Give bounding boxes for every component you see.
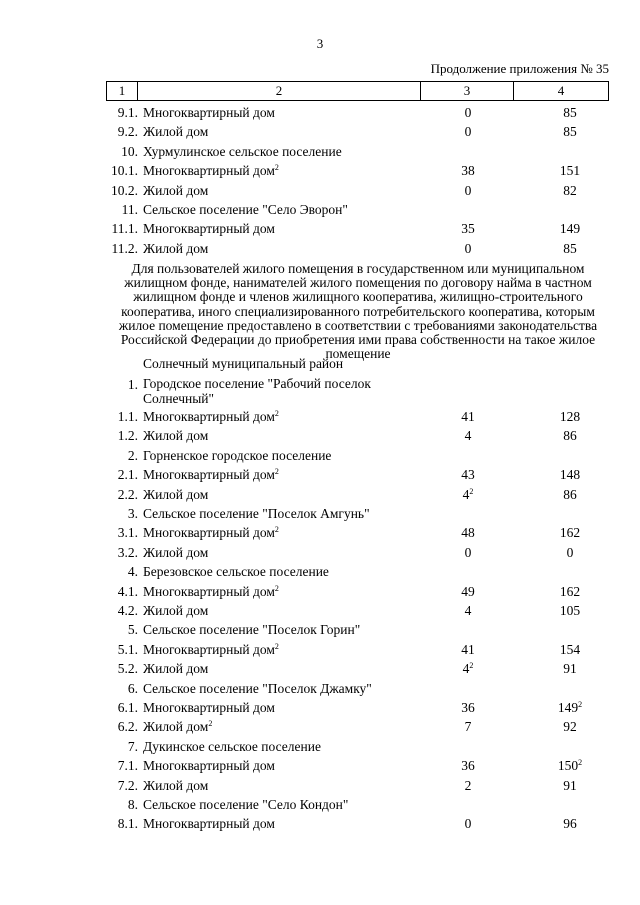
row-value-4-text: 82	[563, 182, 577, 198]
table-row	[0, 602, 640, 620]
row-number	[128, 796, 138, 814]
row-value-3-text: 0	[464, 816, 472, 832]
row-name	[143, 796, 348, 814]
row-number-text: 1.1.	[117, 409, 138, 424]
row-value-4-text: 86	[563, 486, 577, 502]
table-row	[0, 544, 640, 562]
footnote-marker: 2	[274, 409, 279, 418]
row-value-4	[510, 182, 630, 200]
table-row	[0, 486, 640, 504]
row-name-text: Многоквартирный дом	[143, 105, 275, 120]
table-row	[0, 815, 640, 833]
row-number	[118, 466, 138, 484]
row-value-4	[510, 123, 630, 141]
table-row	[0, 240, 640, 258]
row-name-text: Жилой дом	[143, 182, 209, 198]
page-number: 3	[316, 36, 324, 51]
footnote-marker: 2	[274, 163, 279, 173]
row-name	[143, 718, 212, 736]
row-value-4-text: 91	[563, 661, 577, 677]
row-number	[128, 505, 138, 523]
row-value-3-text: 0	[464, 105, 472, 120]
row-name	[143, 376, 433, 406]
row-value-4	[510, 660, 630, 678]
row-number-text: 7.2.	[117, 777, 138, 793]
row-value-4-text: 105	[559, 603, 581, 618]
row-name-text: Многоквартирный дом	[143, 409, 275, 424]
row-value-3-text: 0	[464, 124, 472, 140]
footnote-marker: 2	[208, 719, 213, 729]
table-row	[0, 660, 640, 678]
row-value-4-text: 0	[566, 544, 574, 560]
table-row	[0, 182, 640, 200]
footnote-marker: 2	[274, 525, 279, 535]
row-value-3-text: 41	[461, 641, 475, 657]
row-name-text: Жилой дом	[143, 240, 209, 256]
row-name	[143, 641, 279, 659]
row-number-text: 8.	[127, 797, 138, 812]
table-row	[0, 563, 640, 581]
table-row	[0, 621, 640, 639]
row-value-4-text: 85	[563, 105, 577, 120]
row-number-text: 5.1.	[117, 641, 138, 657]
row-value-4	[510, 757, 630, 775]
row-number-text: 7.	[127, 738, 138, 754]
row-number	[121, 143, 138, 161]
row-value-4	[510, 524, 630, 542]
row-value-3-text: 43	[461, 467, 475, 483]
footnote-marker: 2	[274, 467, 279, 477]
table-row	[0, 201, 640, 219]
row-number-text: 6.2.	[117, 719, 138, 735]
table-row	[0, 447, 640, 465]
row-name-text: Сельское поселение "Поселок Джамку"	[143, 680, 372, 696]
row-number-text: 3.1.	[117, 525, 138, 541]
row-name	[143, 182, 208, 200]
table-row	[0, 376, 640, 412]
row-name-text: Жилой дом	[143, 777, 209, 793]
row-name-text: Городское поселение "Рабочий поселок Солнечный"	[143, 376, 371, 406]
row-number	[128, 563, 138, 581]
table-row	[0, 524, 640, 542]
row-name	[143, 777, 208, 795]
row-number-text: 2.2.	[117, 486, 138, 502]
row-number	[118, 486, 138, 504]
row-number	[118, 524, 138, 542]
row-name-text: Многоквартирный дом	[143, 641, 275, 657]
row-number-text: 9.2.	[117, 124, 138, 140]
row-name-text: Многоквартирный дом	[143, 221, 275, 237]
column-header-row	[107, 82, 609, 101]
row-number-text: 10.	[121, 143, 138, 159]
row-value-4-text: 91	[563, 777, 577, 793]
row-number-text: 8.1.	[117, 816, 138, 832]
row-name-text: Дукинское сельское поселение	[143, 738, 321, 754]
row-name-text: Многоквартирный дом	[143, 467, 275, 483]
row-name-text: Жилой дом	[143, 719, 209, 735]
row-number-text: 4.	[127, 564, 138, 580]
row-value-4	[510, 718, 630, 736]
row-number	[118, 602, 138, 620]
footnote-marker: 2	[274, 583, 279, 593]
row-number-text: 11.	[121, 202, 138, 217]
district-heading: Солнечный муниципальный район	[143, 356, 344, 371]
row-name-text: Жилой дом	[143, 603, 209, 618]
table-row	[0, 680, 640, 698]
row-number-text: 4.2.	[117, 603, 138, 618]
row-value-4	[510, 583, 630, 601]
row-value-3-text: 0	[464, 544, 472, 560]
row-value-4-text: 151	[559, 163, 581, 179]
row-value-3-text: 41	[461, 409, 475, 424]
row-value-4	[510, 641, 630, 659]
row-value-4-text: 154	[559, 641, 581, 657]
row-name	[143, 486, 208, 504]
row-number-text: 3.2.	[117, 544, 138, 560]
row-number	[111, 162, 138, 180]
row-number	[118, 427, 138, 445]
row-value-4-text: 148	[559, 467, 581, 483]
row-name	[143, 427, 208, 445]
row-number-text: 1.2.	[117, 428, 138, 444]
row-number-text: 10.1.	[111, 163, 138, 179]
row-value-3-text: 4	[464, 603, 472, 618]
row-number-text: 4.1.	[117, 583, 138, 599]
row-number	[111, 182, 138, 200]
row-name	[143, 621, 360, 639]
row-number-text: 9.1.	[117, 105, 138, 120]
footnote-marker: 2	[274, 641, 279, 651]
table-row	[0, 408, 640, 426]
table-row	[0, 738, 640, 756]
row-number-text: 6.	[127, 680, 138, 696]
row-name	[143, 680, 372, 698]
row-name-text: Многоквартирный дом	[143, 583, 275, 599]
row-number	[128, 447, 138, 465]
row-value-3-text: 35	[461, 221, 475, 237]
row-number	[128, 376, 138, 394]
table-row	[0, 220, 640, 238]
row-number-text: 11.1.	[111, 221, 138, 237]
row-number	[118, 104, 138, 122]
row-value-4	[510, 602, 630, 620]
row-name-text: Сельское поселение "Поселок Амгунь"	[143, 506, 370, 521]
row-name	[143, 738, 321, 756]
row-value-4-text: 150	[557, 758, 579, 774]
row-value-3-text: 4	[464, 428, 472, 444]
table-row	[0, 143, 640, 161]
row-value-4-text: 92	[563, 719, 577, 735]
row-name	[143, 240, 208, 258]
row-name	[143, 602, 208, 620]
row-number	[118, 583, 138, 601]
row-number	[118, 757, 138, 775]
table-row	[0, 757, 640, 775]
row-number	[112, 220, 139, 238]
row-name	[143, 220, 275, 238]
row-number	[128, 738, 138, 756]
row-value-4	[510, 699, 630, 717]
row-value-4	[510, 220, 630, 238]
footnote-marker: 2	[578, 700, 583, 709]
row-number-text: 2.1.	[117, 467, 138, 483]
row-value-3-text: 0	[464, 182, 472, 198]
row-number-text: 3.	[127, 506, 138, 521]
row-name	[143, 544, 208, 562]
row-number-text: 5.	[127, 622, 138, 638]
row-value-3-text: 4	[462, 486, 470, 502]
row-value-4-text: 96	[563, 816, 577, 832]
row-value-3-text: 2	[464, 777, 472, 793]
column-header-table	[106, 81, 609, 101]
row-name-text: Жилой дом	[143, 428, 209, 444]
row-number	[112, 240, 139, 258]
row-value-3-text: 7	[464, 719, 472, 735]
row-number-text: 2.	[127, 447, 138, 463]
footnote-marker: 2	[469, 486, 474, 496]
row-value-4	[510, 427, 630, 445]
column-header-3: 3	[421, 82, 514, 101]
row-name	[143, 660, 208, 678]
continuation-caption: Продолжение приложения № 35	[430, 61, 609, 76]
row-value-4-text: 162	[559, 583, 581, 599]
row-number-text: 1.	[127, 377, 138, 392]
table-row	[0, 699, 640, 717]
row-number-text: 6.1.	[117, 700, 138, 715]
row-name-text: Многоквартирный дом	[143, 525, 275, 541]
row-name-text: Многоквартирный дом	[143, 816, 275, 832]
row-name	[143, 583, 279, 601]
row-value-4	[510, 408, 630, 426]
row-name-text: Жилой дом	[143, 661, 209, 677]
row-value-4-text: 85	[563, 240, 577, 256]
row-value-3-text: 36	[461, 700, 475, 715]
table-row	[0, 505, 640, 523]
row-name-text: Горненское городское поселение	[143, 447, 332, 463]
row-value-3-text: 49	[461, 583, 475, 599]
row-number	[128, 621, 138, 639]
row-name	[143, 104, 275, 122]
table-row	[0, 162, 640, 180]
row-name	[143, 447, 331, 465]
row-name	[143, 563, 329, 581]
row-number	[122, 201, 138, 219]
column-header-1: 1	[107, 82, 138, 101]
row-name	[143, 123, 208, 141]
row-value-4-text: 128	[559, 409, 581, 424]
table-row	[0, 427, 640, 445]
table-row	[0, 641, 640, 659]
row-value-4	[510, 486, 630, 504]
row-name	[143, 466, 279, 484]
column-header-2: 2	[138, 82, 421, 101]
row-name-text: Березовское сельское поселение	[143, 564, 329, 580]
table-row	[0, 466, 640, 484]
row-name	[143, 699, 275, 717]
row-number	[118, 544, 138, 562]
row-value-4-text: 149	[557, 700, 579, 715]
row-value-3-text: 4	[462, 661, 470, 677]
table-row	[0, 104, 640, 122]
row-name-text: Хурмулинское сельское поселение	[143, 143, 342, 159]
row-name-text: Жилой дом	[143, 544, 209, 560]
row-name	[143, 524, 279, 542]
row-name	[143, 757, 275, 775]
row-name-text: Многоквартирный дом	[143, 700, 275, 715]
row-number	[118, 123, 138, 141]
row-number-text: 5.2.	[117, 661, 138, 677]
row-value-4	[510, 162, 630, 180]
row-name	[143, 505, 370, 523]
row-name	[143, 162, 279, 180]
row-name-text: Жилой дом	[143, 486, 209, 502]
row-value-3-text: 48	[461, 525, 475, 541]
section-paragraph: Для пользователей жилого помещения в государственном или муниципальном жилищном фонде, нанимателей жилого помещения по договору найма в частном жилищном фонде и членов жилищного кооператива, жилищно-строительного кооператива, иного специализированного потребительского кооператива, которым жилое помещение предоставлено в соответствии с требованиями законодательства Российской Федерации до приобретения ими права собственности на такое жилое помещение	[118, 261, 598, 362]
row-name-text: Сельское поселение "Поселок Горин"	[143, 622, 361, 638]
row-name-text: Жилой дом	[143, 124, 209, 140]
column-header-4: 4	[514, 82, 609, 101]
row-value-4	[510, 466, 630, 484]
row-value-4-text: 86	[563, 428, 577, 444]
table-row	[0, 583, 640, 601]
row-number	[118, 408, 138, 426]
footnote-marker: 2	[578, 758, 583, 768]
row-value-4-text: 162	[559, 525, 581, 541]
row-number-text: 11.2.	[111, 240, 138, 256]
row-value-4	[510, 815, 630, 833]
table-row	[0, 718, 640, 736]
row-value-4	[510, 777, 630, 795]
row-name	[143, 201, 348, 219]
row-number	[128, 680, 138, 698]
row-value-4	[510, 240, 630, 258]
row-number	[118, 718, 138, 736]
row-value-3-text: 38	[461, 163, 475, 179]
row-name	[143, 408, 279, 426]
row-name-text: Многоквартирный дом	[143, 758, 275, 774]
row-value-4	[510, 104, 630, 122]
row-number	[118, 699, 138, 717]
row-name	[143, 143, 342, 161]
row-name-text: Сельское поселение "Село Эворон"	[143, 202, 348, 217]
table-row	[0, 777, 640, 795]
row-number	[118, 660, 138, 678]
table-row	[0, 796, 640, 814]
row-number-text: 7.1.	[117, 758, 138, 774]
footnote-marker: 2	[469, 661, 474, 671]
row-value-3-text: 36	[461, 758, 475, 774]
row-value-3-text: 0	[464, 240, 472, 256]
row-name	[143, 815, 275, 833]
row-name-text: Многоквартирный дом	[143, 163, 275, 179]
row-name-text: Сельское поселение "Село Кондон"	[143, 797, 349, 812]
row-number	[118, 815, 138, 833]
row-number-text: 10.2.	[111, 182, 138, 198]
row-value-4-text: 85	[563, 124, 577, 140]
row-value-4-text: 149	[559, 221, 581, 237]
table-row	[0, 123, 640, 141]
row-number	[118, 777, 138, 795]
row-number	[118, 641, 138, 659]
row-value-4	[510, 544, 630, 562]
